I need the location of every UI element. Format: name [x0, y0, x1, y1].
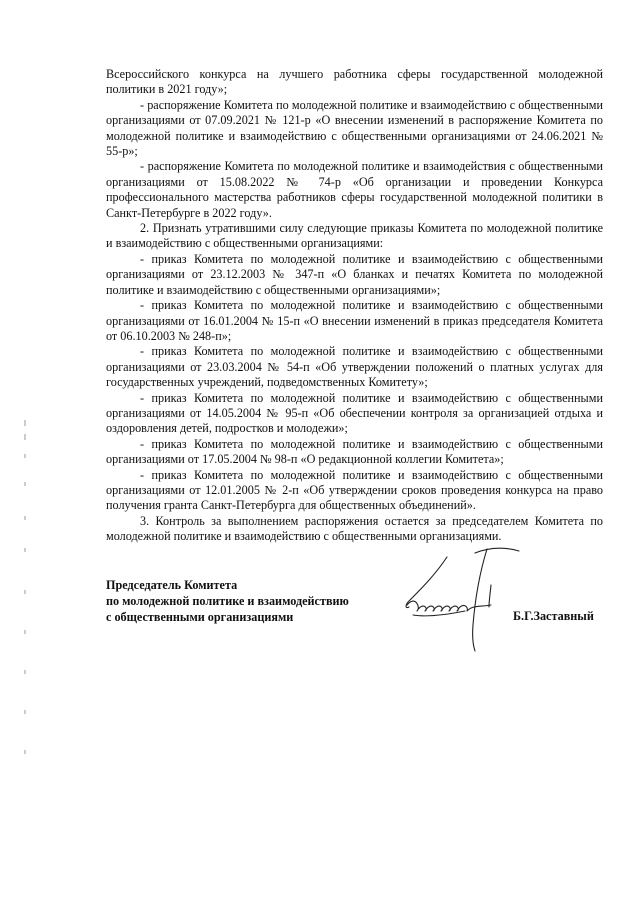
- signatory-title: [106, 577, 349, 625]
- document-body: [106, 67, 603, 545]
- signatory-title-line: с общественными организациями: [106, 610, 294, 624]
- signatory-name: Б.Г.Заставный: [513, 609, 594, 623]
- signatory-title-line: по молодежной политике и взаимодействию: [106, 594, 349, 608]
- handwritten-signature: [395, 545, 525, 655]
- paragraph-order-95p: - приказ Комитета по молодежной политике и взаимодействию с общественными организациями от 14.05.2004 № 95-п «Об обеспечении контроля за организацией отдыха и оздоровления детей, подростков и молодежи»;: [106, 390, 603, 436]
- paragraph-item-2: 2. Признать утратившими силу следующие приказы Комитета по молодежной политике и взаимодействию с общественными организациями:: [106, 221, 603, 251]
- paragraph-order-54p: - приказ Комитета по молодежной политике и взаимодействию с общественными организациями от 23.03.2004 № 54-п «Об утверждении положений о платных услугах для государственных учреждений, подведомственных Комитету»;: [106, 344, 603, 390]
- paragraph-order-74r: - распоряжение Комитета по молодежной политике и взаимодействия с общественными организациями от 15.08.2022 № 74-р «Об организации и проведении Конкурса профессионального мастерства работников сферы государственной молодежной политики в Санкт-Петербурге в 2022 году».: [106, 159, 603, 220]
- paragraph-order-15p: - приказ Комитета по молодежной политике и взаимодействию с общественными организациями от 16.01.2004 № 15-п «О внесении изменений в приказ председателя Комитета от 06.10.2003 № 248-п»;: [106, 298, 603, 343]
- paragraph-continuation: Всероссийского конкурса на лучшего работника сферы государственной молодежной политики в 2021 году»;: [106, 67, 603, 97]
- margin-scan-marks: [22, 420, 28, 780]
- paragraph-order-121r: - распоряжение Комитета по молодежной политике и взаимодействию с общественными организациями от 07.09.2021 № 121-р «О внесении изменений в распоряжение Комитета по молодежной политике и взаимодействию с общественными организациями от 24.06.2021 № 55-р»;: [106, 97, 603, 159]
- paragraph-order-347p: - приказ Комитета по молодежной политике и взаимодействию с общественными организациями от 23.12.2003 № 347-п «О бланках и печатях Комитета по молодежной политике и взаимодействию с общественными организациями»;: [106, 251, 603, 297]
- signatory-title-line: Председатель Комитета: [106, 578, 238, 592]
- paragraph-order-98p: - приказ Комитета по молодежной политике и взаимодействию с общественными организациями от 17.05.2004 № 98-п «О редакционной коллегии Комитета»;: [106, 436, 603, 467]
- paragraph-item-3: 3. Контроль за выполнением распоряжения остается за председателем Комитета по молодежной политике и взаимодействию с общественными организациями.: [106, 513, 603, 544]
- paragraph-order-2p: - приказ Комитета по молодежной политике и взаимодействию с общественными организациями от 12.01.2005 № 2-п «Об утверждении сроков проведения конкурса на право получения гранта Санкт-Петербурга для общественных объединений».: [106, 467, 603, 513]
